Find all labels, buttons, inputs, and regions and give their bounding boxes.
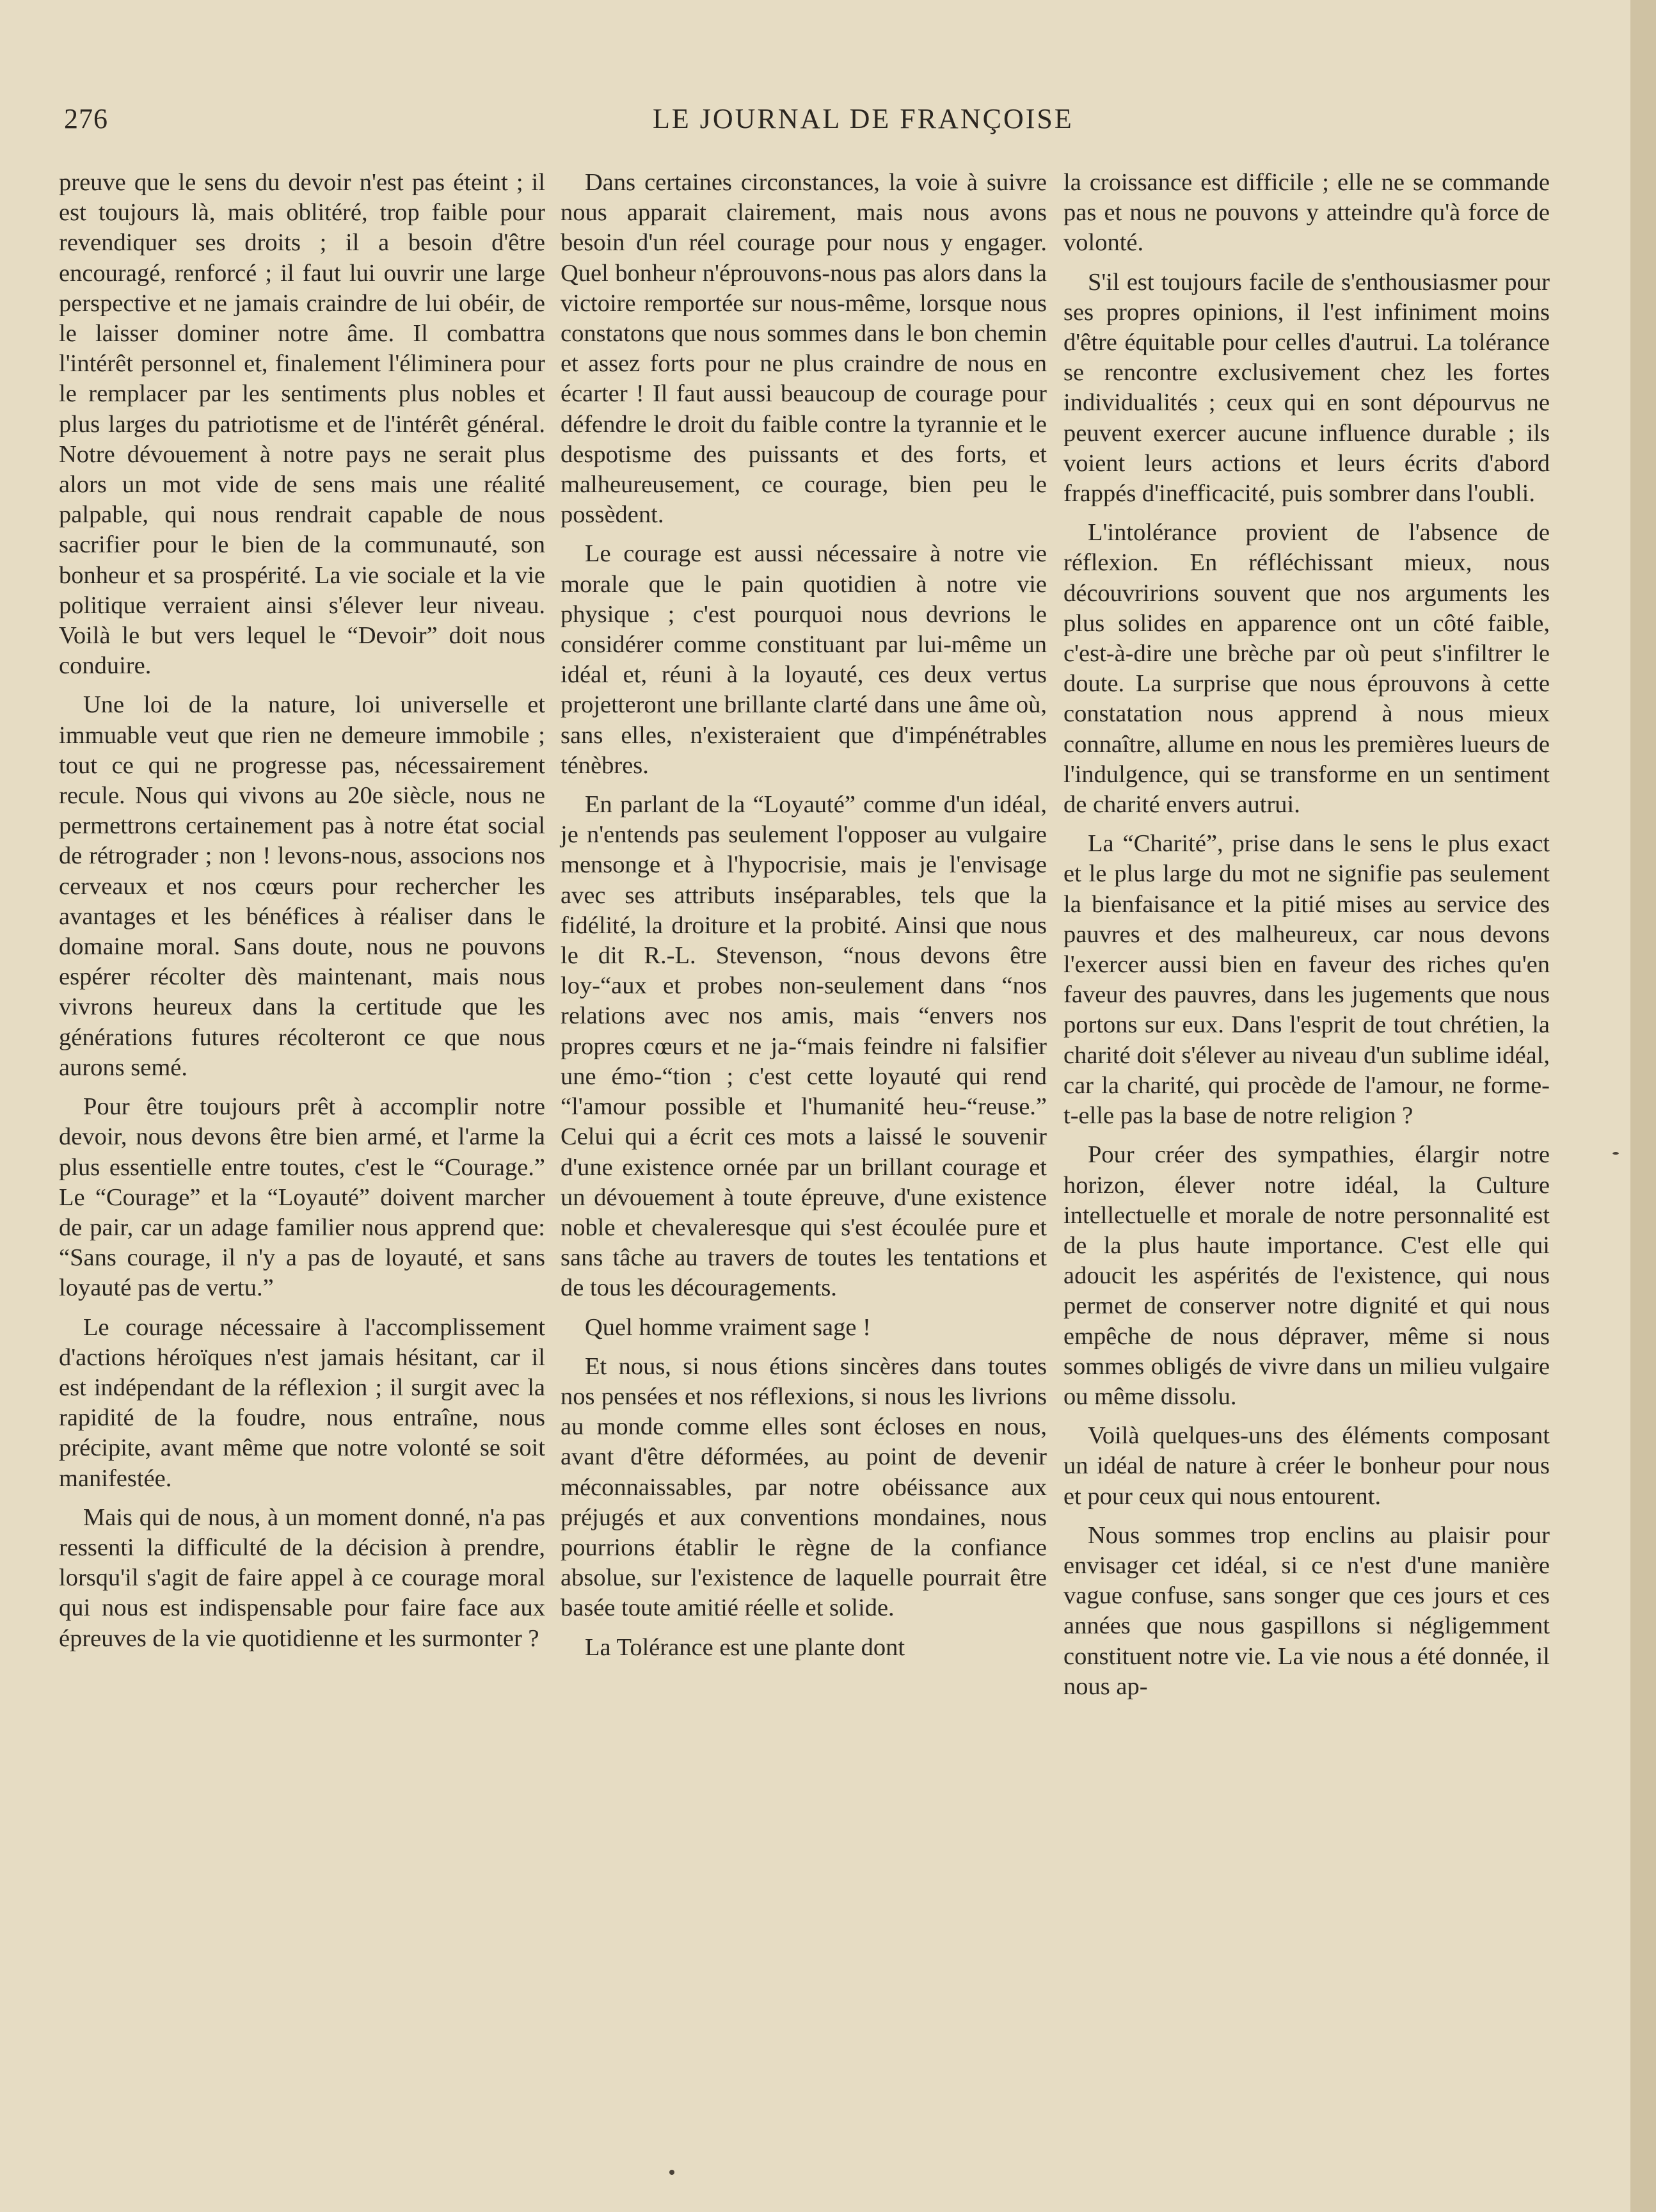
paragraph: preuve que le sens du devoir n'est pas éteint ; il est toujours là, mais oblitéré, trop faible pour revendiquer ses droits ; il a besoin d'être encouragé, renforcé ; il faut lui ouvrir une large perspective et ne jamais craindre de lui obéir, de le laisser dominer notre âme. Il combattra l'intérêt personnel et, finalement l'éliminera pour le remplacer par les sentiments plus nobles et plus larges du patriotisme et de l'intérêt général. Notre dévouement à notre pays ne serait plus alors un mot vide de sens mais une réalité palpable, qui nous rendrait capable de nous sacrifier pour le bien de la communauté, son bonheur et sa prospérité. La vie sociale et la vie politique verraient ainsi s'élever leur niveau. Voilà le but vers lequel le “Devoir” doit nous conduire. xyxy=(59,169,545,680)
paragraph: Dans certaines circonstances, la voie à suivre nous apparait clairement, mais nous avons besoin d'un réel courage pour nous y engager. Quel bonheur n'éprouvons-nous pas alors dans la victoire remportée sur nous-même, lorsque nous constatons que nous sommes dans le bon chemin et assez forts pour ne plus craindre de nous en écarter ! Il faut aussi beaucoup de courage pour défendre le droit du faible contre la tyrannie et le despotisme des puissants et des forts, et malheureusement, ce courage, bien peu le possèdent. xyxy=(561,169,1047,529)
paragraph: Le courage est aussi nécessaire à notre vie morale que le pain quotidien à notre vie physique ; c'est pourquoi nous devrions le considérer comme constituant par lui-même un idéal et, réuni à la loyauté, ces deux vertus projetteront une brillante clarté dans une âme où, sans elles, n'existeraient que d'impénétrables ténèbres. xyxy=(561,540,1047,779)
paragraph: Le courage nécessaire à l'accomplissement d'actions héroïques n'est jamais hésitant, car il est indépendant de la réflexion ; il surgit avec la rapidité de la foudre, nous entraîne, nous précipite, avant même que notre volonté se soit manifestée. xyxy=(59,1313,545,1492)
paragraph: La Tolérance est une plante dont xyxy=(585,1633,905,1661)
ink-speck xyxy=(669,2170,674,2175)
paragraph: Une loi de la nature, loi universelle et immuable veut que rien ne demeure immobile ; tout ce qui ne progresse pas, nécessairement recule. Nous qui vivons au 20e siècle, nous ne permettrons certainement pas à notre état social de rétrograder ; non ! levons-nous, associons nos cerveaux et nos cœurs pour rechercher les avantages et les bénéfices à réaliser dans le domaine moral. Sans doute, nous ne pouvons espérer récolter dès maintenant, mais nous vivrons heureux dans la certitude que les générations futures récolteront ce que nous aurons semé. xyxy=(59,691,545,1081)
paragraph: Et nous, si nous étions sincères dans toutes nos pensées et nos réflexions, si nous les livrions au monde comme elles sont écloses en nous, avant d'être déformées, au point de devenir méconnaissables, par notre obéissance aux préjugés et aux conventions mondaines, nous pourrions établir le règne de la confiance absolue, sur l'existence de laquelle pourrait être basée toute amitié réelle et solide. xyxy=(561,1352,1047,1622)
paragraph: Pour créer des sympathies, élargir notre horizon, élever notre idéal, la Culture intellectuelle et morale de notre personnalité est de la plus haute importance. C'est elle qui adoucit les aspérités de l'existence, qui nous permet de conserver notre dignité et qui nous empêche de nous dépraver, même si nous sommes obligés de vivre dans un milieu vulgaire ou même dissolu. xyxy=(1063,1141,1550,1410)
page-header xyxy=(64,102,1600,141)
running-title: LE JOURNAL DE FRANÇOISE xyxy=(653,103,1074,134)
paragraph: En parlant de la “Loyauté” comme d'un idéal, je n'entends pas seulement l'opposer au vulgaire mensonge et à l'hypocrisie, mais je l'envisage avec ses attributs inséparables, tels que la fidélité, la droiture et la probité. Ainsi que nous le dit R.-L. Stevenson, “nous devons être loy-“aux et probes non-seulement dans “nos relations avec nos amis, mais “envers nos propres cœurs et ne ja-“mais feindre ni falsifier une émo-“tion ; c'est cette loyauté qui rend “l'amour possible et l'humanité heu-“reuse.” Celui qui a écrit ces mots a laissé le souvenir d'une existence ornée par un brillant courage et un dévouement à toute épreuve, d'une existence noble et chevaleresque qui s'est écoulée pure et sans tâche au travers de toutes les tentations et de tous les découragements. xyxy=(561,791,1047,1302)
page-edge-shadow xyxy=(1630,0,1656,2212)
paragraph: Voilà quelques-uns des éléments composant un idéal de nature à créer le bonheur pour nous et pour ceux qui nous entourent. xyxy=(1063,1422,1550,1510)
paragraph: Pour être toujours prêt à accomplir notre devoir, nous devons être bien armé, et l'arme la plus essentielle entre toutes, c'est le “Courage.” Le “Courage” et la “Loyauté” doivent marcher de pair, car un adage familier nous apprend que: “Sans courage, il n'y a pas de loyauté, et sans loyauté pas de vertu.” xyxy=(59,1093,545,1302)
page-number: 276 xyxy=(64,103,108,134)
paragraph: Mais qui de nous, à un moment donné, n'a pas ressenti la difficulté de la décision à prendre, lorsqu'il s'agit de faire appel à ce courage moral qui nous est indispensable pour faire face aux épreuves de la vie quotidienne et les surmonter ? xyxy=(59,1503,545,1652)
ink-speck xyxy=(1612,1152,1619,1155)
paragraph: Quel homme vraiment sage ! xyxy=(585,1313,871,1341)
text-column-middle xyxy=(561,168,1047,1672)
paragraph: Nous sommes trop enclins au plaisir pour envisager cet idéal, si ce n'est d'une manière vague confuse, sans songer que ces jours et ces années que nous gaspillons si négligemment constituent notre vie. La vie nous a été donnée, il nous ap- xyxy=(1063,1521,1550,1700)
paragraph: L'intolérance provient de l'absence de réflexion. En réfléchissant mieux, nous découvririons souvent que nos arguments les plus solides en apparence ont un côté faible, c'est-à-dire une brèche par où peut s'infiltrer le doute. La surprise que nous éprouvons à cette constatation nous apprend à nous mieux connaître, allume en nous les premières lueurs de l'indulgence, qui se transforme en un sentiment de charité envers autrui. xyxy=(1063,519,1550,819)
text-column-left xyxy=(59,168,545,1663)
paragraph: S'il est toujours facile de s'enthousiasmer pour ses propres opinions, il l'est infiniment moins d'être équitable pour celles d'autrui. La tolérance se rencontre exclusivement chez les fortes individualités ; ceux qui en sont dépourvus ne peuvent exercer aucune influence durable ; ils voient leurs actions et leurs écrits d'abord frappés d'inefficacité, puis sombrer dans l'oubli. xyxy=(1063,268,1550,508)
paragraph: La “Charité”, prise dans le sens le plus exact et le plus large du mot ne signifie pas seulement la bienfaisance et la pitié mises au service des pauvres et des malheureux, car nous devons l'exercer aussi bien en faveur des riches qu'en faveur des pauvres, dans les jugements que nous portons sur eux. Dans l'esprit de tout chrétien, la charité doit s'élever au niveau d'un sublime idéal, car la charité, qui procède de l'amour, ne forme-t-elle pas la base de notre religion ? xyxy=(1063,830,1550,1130)
paragraph: la croissance est difficile ; elle ne se commande pas et nous ne pouvons y atteindre qu'à force de volonté. xyxy=(1063,169,1550,257)
text-column-right xyxy=(1063,168,1550,1711)
